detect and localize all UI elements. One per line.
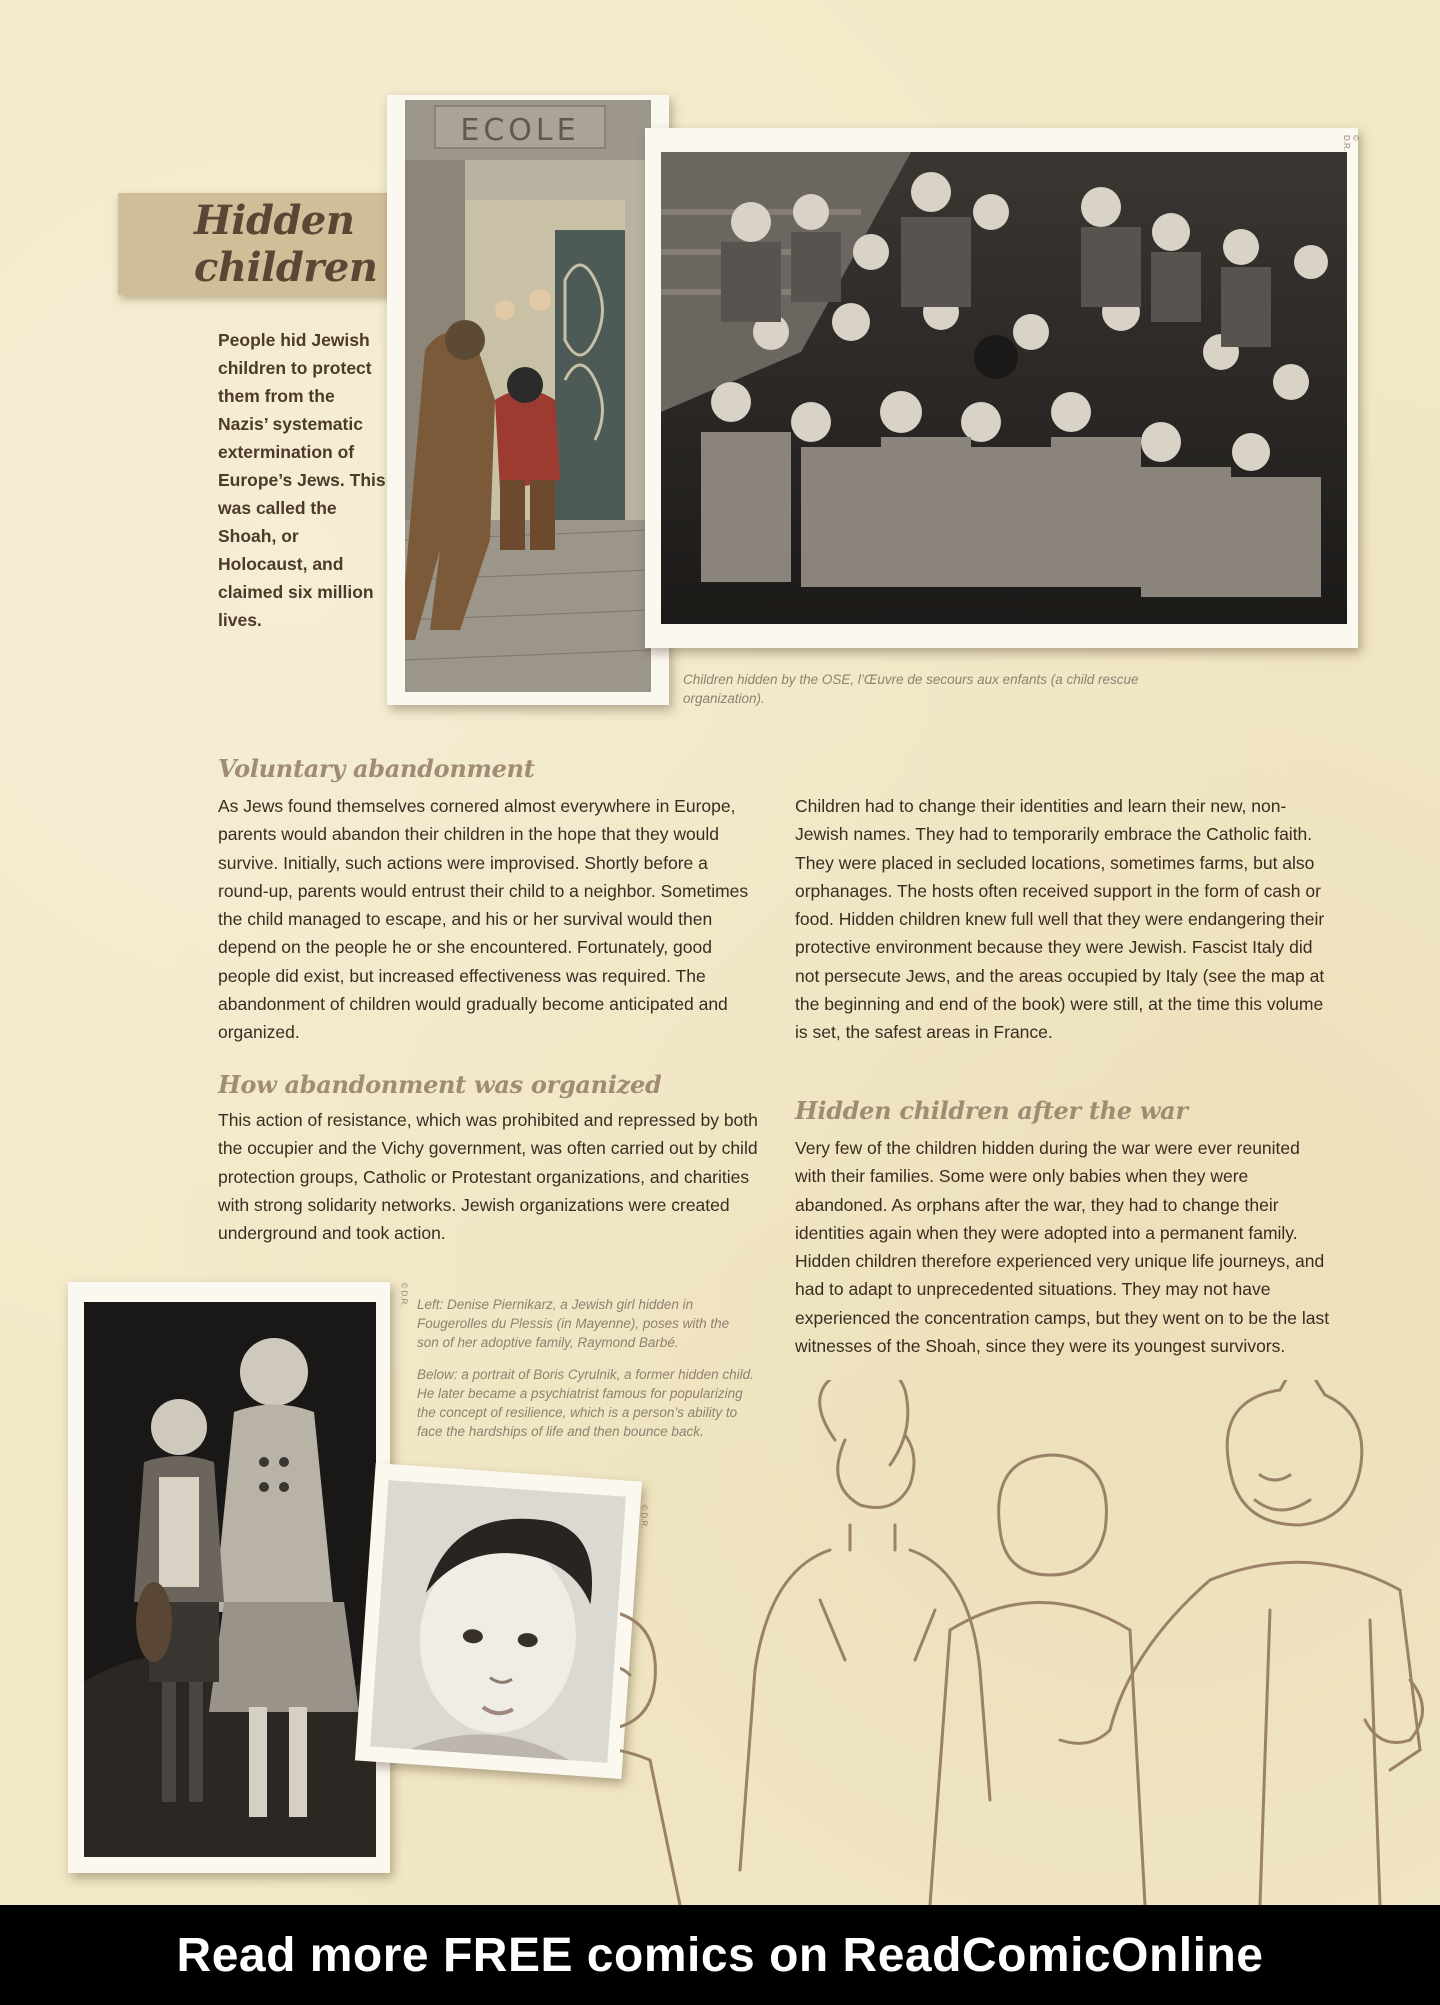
paragraph-organized: This action of resistance, which was prohibited and repressed by both the occupier and the Vichy government, was often carried out by child protection groups, Catholic or Protestant organizations, and charities with strong solidarity networks. Jewish organizations were created underground and took action.: [218, 1110, 758, 1244]
comic-illustration-frame: [387, 95, 669, 705]
paragraph-after-war: Very few of the children hidden during the war were ever reunited with their families. Some were only babies when they were abandoned. As orphans after the war, they had to change their identities again when they were adopted into a permanent family. Hidden children therefore experienced very unique life journeys, and had to adapt to unprecedented situations. They may not have experienced the concentration camps, but they went on to be the last witnesses of the Shoah, since they were its youngest survivors.: [795, 1138, 1330, 1357]
heading-voluntary-abandonment: Voluntary abandonment: [218, 754, 535, 783]
text-after-war: [795, 1134, 1335, 1360]
boy-portrait: [370, 1480, 626, 1763]
intro-text: People hid Jewish children to protect them from the Nazis’ systematic extermination of Europe’s Jews. This was called the Shoah, or Holocaust, and claimed six million lives.: [218, 330, 386, 630]
footer-link-text[interactable]: Read more FREE comics on ReadComicOnline: [176, 1928, 1264, 1982]
paragraph-voluntary: As Jews found themselves cornered almost everywhere in Europe, parents would abandon their children in the hope that they would survive. Initially, such actions were improvised. Shortly before a round-up, parents would entrust their child to a neighbor. Sometimes the child managed to escape, and his or her survival would then depend on the people he or she encountered. Fortunately, good people did exist, but increased effectiveness was required. The abandonment of children would gradually become anticipated and organized.: [218, 796, 749, 1043]
boy-photo-caption: Below: a portrait of Boris Cyrulnik, a former hidden child. He later became a psychiatrist famous for popularizing the concept of resilience, which is a person’s ability to face the hardships of life and then bounce back.: [417, 1367, 754, 1439]
heading-after-war: Hidden children after the war: [795, 1096, 1188, 1125]
page-title: Hidden children: [194, 197, 378, 291]
girls-photo-image: [84, 1302, 376, 1857]
boy-portrait-image: [370, 1480, 626, 1763]
girls-photo-caption: Left: Denise Piernikarz, a Jewish girl hidden in Fougerolles du Plessis (in Mayenne), poses with the son of her adoptive family, Raymond Barbé.: [417, 1297, 730, 1350]
class-photo-credit: © D.R.: [1342, 135, 1360, 151]
heading-how-organized: How abandonment was organized: [218, 1070, 662, 1099]
footer-banner[interactable]: [0, 1905, 1440, 2005]
boy-portrait-frame: [355, 1463, 642, 1779]
text-how-organized: [218, 1106, 758, 1247]
class-photo-caption: Children hidden by the OSE, l’Œuvre de secours aux enfants (a child rescue organization).: [683, 672, 1139, 706]
class-photo-image: [661, 152, 1347, 624]
characters-sketch-illustration: [620, 1380, 1440, 1905]
paragraph-identities: Children had to change their identities and learn their new, non-Jewish names. They had to temporarily embrace the Catholic faith. They were placed in secluded locations, sometimes farms, but also orphanages. The hosts often received support in the form of cash or food. Hidden children knew full well that they were endangering their protective environment because they were Jewish. Fascist Italy did not persecute Jews, and the areas occupied by Italy (see the map at the beginning and end of the book) were still, at the time this volume is set, the safest areas in France.: [795, 796, 1325, 1043]
girls-photo-frame: [68, 1282, 390, 1873]
boy-photo-credit: © D.R.: [639, 1504, 649, 1529]
girls-photo-credit: © D.R.: [399, 1282, 409, 1307]
text-voluntary-abandonment: [218, 792, 758, 1047]
comic-illustration: [405, 100, 651, 692]
ecole-sign-text: ECOLE: [460, 113, 580, 148]
comic-scene-image: [405, 100, 651, 692]
class-photo-frame: [645, 128, 1358, 648]
class-photo: [661, 152, 1347, 624]
text-identities: [795, 792, 1335, 1047]
girls-photo: [84, 1302, 376, 1857]
